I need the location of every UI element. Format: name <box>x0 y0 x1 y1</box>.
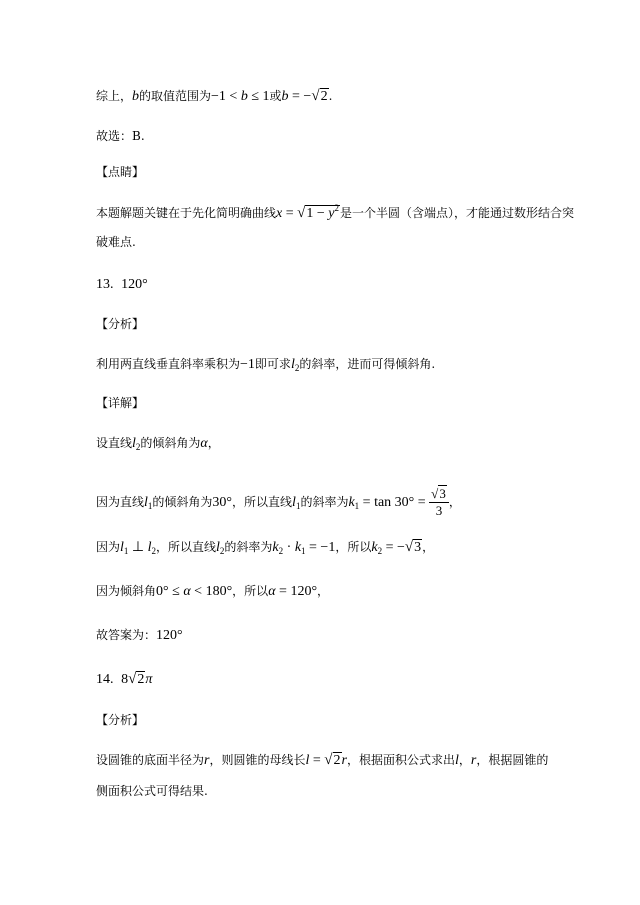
sqrt-expression: √2 <box>311 88 328 104</box>
analysis-line-2: 设圆锥的底面半径为r，则圆锥的母线长l = √2r，根据面积公式求出l，r，根据圆锥的 <box>96 752 549 768</box>
text: 综上， <box>96 89 133 103</box>
analysis-line: 利用两直线垂直斜率乘积为−1即可求$l_2$的斜率，进而可得倾斜角. <box>96 357 436 373</box>
math: ≤ 1 <box>247 89 270 104</box>
answer-value: 120° <box>121 277 148 292</box>
sqrt-expression: √2 <box>324 752 341 768</box>
final-answer-line: 故答案为：120° <box>96 628 183 643</box>
variable-x: x <box>276 206 283 221</box>
problem-14-answer: 14. 8√2π <box>96 671 153 687</box>
section-heading-xiangjie: 【详解】 <box>96 396 145 410</box>
text: . <box>328 89 333 103</box>
detail-line-3: 因为$l_1$ ⊥ $l_2$，所以直线$l_2$的斜率为$k_2 \cdot k_1 = -1$，所以$k_2 = -√3$， <box>96 539 435 556</box>
key-point-line-2: 破难点. <box>96 235 136 249</box>
problem-number: 13. <box>96 277 114 292</box>
sqrt-expression: √2 <box>128 671 145 687</box>
variable-b: b <box>281 89 289 104</box>
text: 的取值范围为 <box>139 89 212 103</box>
fraction-sqrt3-over-3: $\frac{√3}{3}$ <box>429 486 449 519</box>
sqrt-expression: $√1 - y^2$ <box>297 203 339 221</box>
section-heading-fenxi-2: 【分析】 <box>96 713 145 727</box>
summary-line <box>96 87 332 106</box>
variable-b: b <box>240 89 248 104</box>
detail-line-1: 设直线$l_2$的倾斜角为α， <box>96 436 220 452</box>
answer-choice-line: 故选：B. <box>96 129 145 143</box>
key-point-line: 本题解题关键在于先化简明确曲线$x = √1 - y^2$是一个半圆（含端点），才能通过数形结合突 <box>96 203 575 221</box>
text: 或 <box>269 89 282 103</box>
analysis-line-3: 侧面积公式可得结果. <box>96 784 208 798</box>
section-heading-dianjing: 【点睛】 <box>96 165 145 179</box>
section-heading-fenxi: 【分析】 <box>96 317 145 331</box>
variable-b: b <box>132 89 140 104</box>
problem-number: 14. <box>96 672 114 687</box>
math: = − <box>288 89 312 104</box>
detail-line-2: 因为直线$l_1$的倾斜角为30°，所以直线$l_1$的斜率为$k_1 = \tan 30^\circ$ = $\frac{√3}{3}$ ， <box>96 486 461 518</box>
problem-13-answer <box>96 275 148 294</box>
sqrt-expression: √3 <box>404 539 422 555</box>
detail-line-4: 因为倾斜角0° ≤ α < 180°，所以α = 120°， <box>96 584 330 599</box>
math: −1 < <box>211 89 241 104</box>
